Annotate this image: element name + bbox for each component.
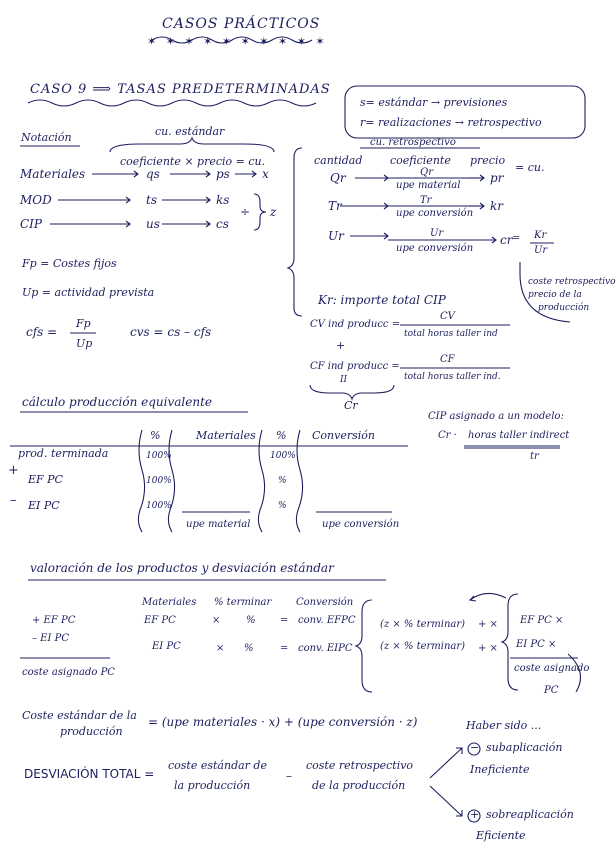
val-row-pct: % [246,615,256,626]
eq-row-label: EF PC [28,473,63,486]
notation-row-coef: us [146,217,160,231]
val-row-conv: conv. EIPC [298,643,353,654]
notation-header: coeficiente × precio = cu. [120,155,266,168]
notation-row-result: x [262,167,269,181]
cf-label: CF ind producc = [310,361,400,372]
val-right-total: coste asignado [514,663,590,674]
notation-heading: Notación [21,131,72,144]
val-row-mat: EF PC [144,615,176,626]
eq-row-pct2: % [278,476,287,486]
retro-row-bottom: upe material [396,180,461,191]
val-right-result: EI PC × [516,639,557,650]
eq-col-pct: % [276,429,287,442]
deviation-term2: coste retrospectivo [306,759,414,772]
standard-cost-label-2: producción [60,725,123,738]
val-right-formula: (z × % terminar) [380,619,466,630]
cip-assigned-line1: CIP asignado a un modelo: [428,411,564,422]
val-row-label: + EF PC [32,615,76,626]
page-title: CASOS PRÁCTICOS [162,16,321,32]
kr-definition: Kr: importe total CIP [318,293,446,307]
eq-row-sign: + [8,463,19,478]
eq-row-pct1: 100% [146,451,172,461]
eq-row-pct2: 100% [270,451,296,461]
eq-row-sign: – [10,493,17,508]
upe-material: upe material [186,519,251,530]
cfs-label: cfs = [26,325,58,339]
val-row-label: – EI PC [32,633,69,644]
deviation-minus: – [286,769,292,783]
equivalent-heading: cálculo producción equivalente [22,395,213,409]
cr-formula-bottom: Ur [534,245,548,256]
val-row-eq: = [280,615,289,626]
notation-row-price: ps [216,167,230,181]
retro-note-line: coste retrospectivo [528,277,616,287]
val-right-op: + × [478,619,498,630]
retro-col-cantidad: cantidad [314,154,363,167]
notation-row-price: ks [216,193,230,207]
cip-assigned-tr: tr [530,451,539,462]
title-stars: ✶ ✶ ✶ ✶ ✶ ✶ ✶ ✶ ✶ ✶ [147,35,328,48]
equals-mark: II [340,375,348,385]
deviation-term1: coste estándar de [168,759,267,772]
eq-row-pct2: % [278,501,287,511]
val-right-op: + × [478,643,498,654]
cv-label: CV ind producc = [310,319,401,330]
retro-row-bottom: upe conversión [396,208,474,219]
eq-row-pct1: 100% [146,501,172,511]
eq-row-label: EI PC [28,499,60,512]
eq-col-materiales: Materiales [196,429,256,442]
cip-assigned-cr: Cr · [438,430,457,441]
deviation-term1-b: la producción [174,779,251,792]
retro-row-bottom: upe conversión [396,243,474,254]
retro-note-line: producción [538,303,590,313]
val-right-result: EF PC × [520,615,564,626]
valuation-heading: valoración de los productos y desviación estándar [30,561,334,575]
coste-asignado-pc: coste asignado PC [22,667,115,678]
val-row-pct: % [244,643,254,654]
eq-col-pct: % [150,429,161,442]
retro-row-label: Ur [328,229,344,243]
retro-col-cu: = cu. [515,161,545,174]
haber-sido: Haber sido ... [466,719,542,732]
cvs-definition: cvs = cs – cfs [130,325,212,339]
notation-row-coef: qs [146,167,160,181]
cr-formula-top: Kr [534,230,547,241]
cip-assigned-hours: horas taller indirect [468,430,570,441]
notation-row-label: CIP [20,217,42,231]
retro-row-result: kr [490,199,504,213]
retro-row-top: Ur [430,228,444,239]
up-definition: Up = actividad prevista [22,286,155,299]
cf-bottom: total horas taller ind. [404,372,501,382]
fp-definition: Fp = Costes fijos [22,257,117,270]
plus-sign: + [336,339,346,352]
retro-col-precio: precio [470,154,506,167]
case-heading: CASO 9 ⟹ TASAS PREDETERMINADAS [30,82,331,97]
retro-row-result: pr [490,171,504,185]
sobreaplicacion-label: sobreaplicación [486,808,574,821]
retro-col-coef: coeficiente [390,154,451,167]
deviation-label: DESVIACIÓN TOTAL = [24,767,155,781]
notation-row-label: Materiales [20,167,86,181]
negative-sign: − [470,741,480,754]
val-right-formula: (z × % terminar) [380,641,466,652]
positive-sign: + [470,808,480,821]
eq-row-label: prod. terminada [18,447,109,460]
val-col-conversion: Conversión [296,597,354,608]
cfs-top: Fp [76,317,91,330]
val-col-pct: % terminar [214,597,272,608]
deviation-term2-b: de la producción [312,779,406,792]
brace-result: z [270,205,277,219]
ineficiente-label: Ineficiente [470,763,530,776]
val-row-mat: EI PC [152,641,181,652]
equals-sign: = [512,233,521,244]
retro-row-result: cr [500,233,513,247]
upe-conversion: upe conversión [322,519,400,530]
cv-bottom: total horas taller ind [404,329,498,339]
standard-cost-label: Coste estándar de la [22,709,137,722]
val-row-op: × [212,615,221,626]
brace-operator: ÷ [240,205,251,219]
notation-row-coef: ts [146,193,157,207]
cu-estandar-label: cu. estándar [155,125,225,138]
val-row-op: × [216,643,225,654]
subaplicacion-label: subaplicación [486,741,563,754]
retro-row-top: Tr [420,195,432,206]
retro-note-line: precio de la [528,290,582,300]
notation-row-label: MOD [20,193,52,207]
val-row-eq: = [280,643,289,654]
standard-cost-formula: = (upe materiales · x) + (upe conversión · z) [148,715,418,729]
cfs-bottom: Up [76,337,93,350]
retro-row-label: Tr [328,199,342,213]
eq-col-conversion: Conversión [312,429,375,442]
retro-row-label: Qr [330,171,346,185]
cv-top: CV [440,311,455,322]
box-line-realizations: r= realizaciones → retrospectivo [360,116,542,129]
val-col-materiales: Materiales [142,597,197,608]
cr-below: Cr [344,399,358,412]
notation-row-price: cs [216,217,229,231]
val-right-total-pc: PC [544,685,559,696]
box-line-standard: s= estándar → previsiones [360,96,508,109]
retro-heading: cu. retrospectivo [370,137,456,148]
cf-top: CF [440,354,455,365]
val-row-conv: conv. EFPC [298,615,356,626]
eq-row-pct1: 100% [146,476,172,486]
eficiente-label: Eficiente [476,829,526,842]
retro-row-top: Qr [420,167,433,178]
